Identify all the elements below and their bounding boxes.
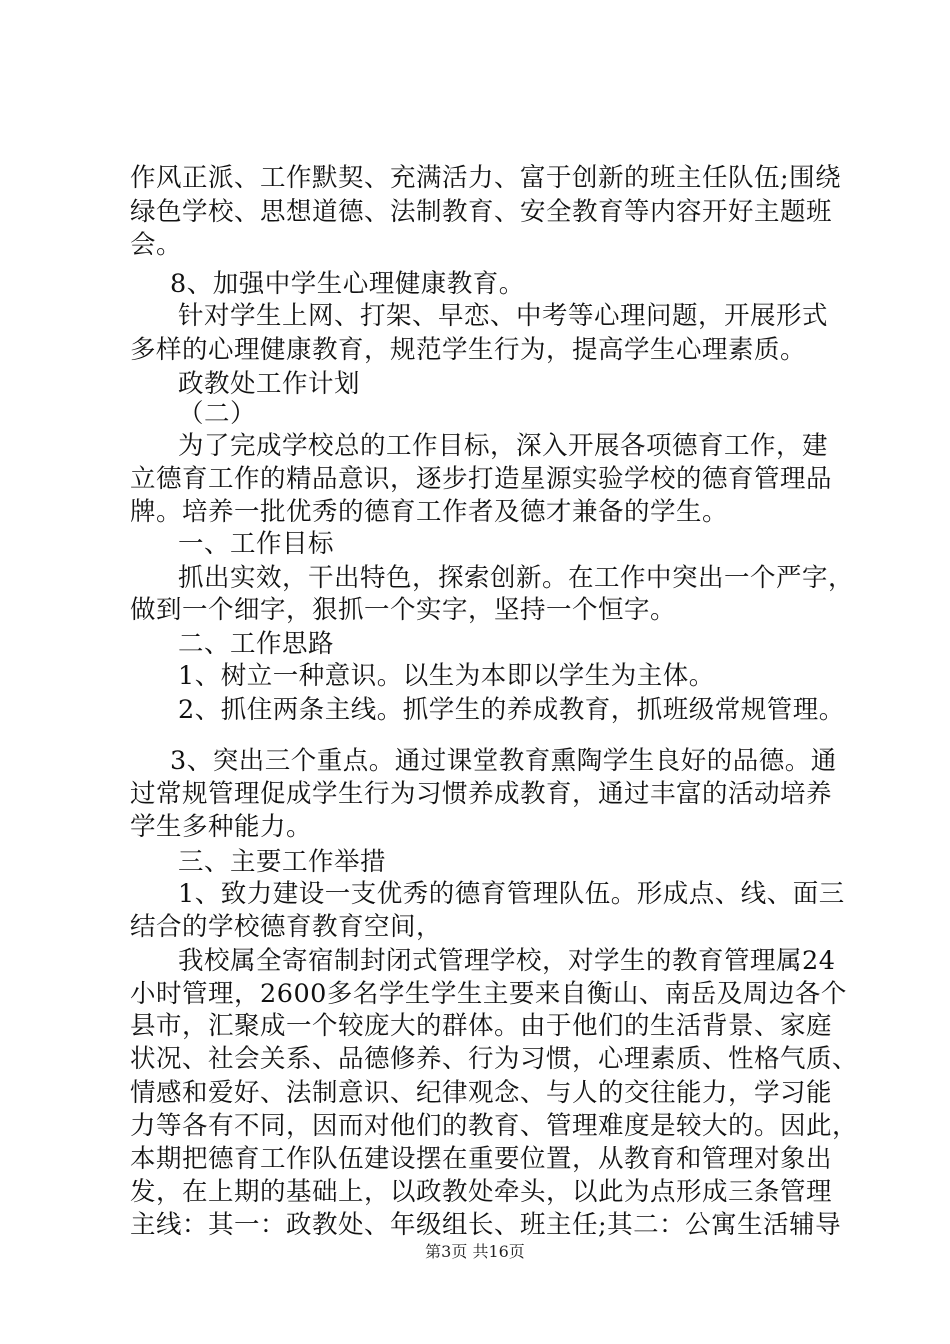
text-line: 情感和爱好、法制意识、纪律观念、与人的交往能力，学习能 xyxy=(130,1078,833,1108)
text-line: 1、树立一种意识。以生为本即以学生为主体。 xyxy=(178,661,715,691)
text-line: 2、抓住两条主线。抓学生的养成教育，抓班级常规管理。 xyxy=(178,695,845,725)
text-line: 会。 xyxy=(130,230,183,260)
text-line: 县市，汇聚成一个较庞大的群体。由于他们的生活背景、家庭 xyxy=(130,1011,833,1041)
text-line: 针对学生上网、打架、早恋、中考等心理问题，开展形式 xyxy=(178,301,829,331)
text-line: 学生多种能力。 xyxy=(130,812,313,842)
text-line: 发，在上期的基础上，以政教处牵头，以此为点形成三条管理 xyxy=(130,1177,833,1207)
text-line: 小时管理，2600多名学生学生主要来自衡山、南岳及周边各个 xyxy=(130,979,847,1009)
text-line: 为了完成学校总的工作目标，深入开展各项德育工作，建 xyxy=(178,431,829,461)
text-line: 抓出实效，干出特色，探索创新。在工作中突出一个严字， xyxy=(178,563,855,593)
text-line: 绿色学校、思想道德、法制教育、安全教育等内容开好主题班 xyxy=(130,197,833,227)
text-line: 牌。培养一批优秀的德育工作者及德才兼备的学生。 xyxy=(130,497,729,527)
text-line: 1、致力建设一支优秀的德育管理队伍。形成点、线、面三 xyxy=(178,879,845,909)
text-line: 本期把德育工作队伍建设摆在重要位置，从教育和管理对象出 xyxy=(130,1144,833,1174)
text-line: 做到一个细字，狠抓一个实字，坚持一个恒字。 xyxy=(130,595,677,625)
text-line: 三、主要工作举措 xyxy=(178,847,387,877)
text-line: 力等各有不同，因而对他们的教育、管理难度是较大的。因此， xyxy=(130,1111,859,1141)
text-line: 3、突出三个重点。通过课堂教育熏陶学生良好的品德。通 xyxy=(170,746,837,776)
text-line: 作风正派、工作默契、充满活力、富于创新的班主任队伍;围绕 xyxy=(130,163,842,193)
text-line: 主线：其一：政教处、年级组长、班主任;其二：公寓生活辅导 xyxy=(130,1210,842,1240)
text-line: 过常规管理促成学生行为习惯养成教育，通过丰富的活动培养 xyxy=(130,779,833,809)
page-footer: 第3页 共16页 xyxy=(425,1242,525,1261)
text-line: 二、工作思路 xyxy=(178,629,335,659)
text-line: 我校属全寄宿制封闭式管理学校，对学生的教育管理属24 xyxy=(178,946,836,976)
text-line: 政教处工作计划 xyxy=(178,369,361,399)
text-line: 8、加强中学生心理健康教育。 xyxy=(170,269,525,299)
text-line: 立德育工作的精品意识，逐步打造星源实验学校的德育管理品 xyxy=(130,464,833,494)
text-line: 多样的心理健康教育，规范学生行为，提高学生心理素质。 xyxy=(130,335,807,365)
text-line: 状况、社会关系、品德修养、行为习惯，心理素质、性格气质、 xyxy=(130,1044,859,1074)
text-line: 结合的学校德育教育空间， xyxy=(130,912,443,942)
text-line: （二） xyxy=(178,399,257,429)
text-line: 一、工作目标 xyxy=(178,529,335,559)
